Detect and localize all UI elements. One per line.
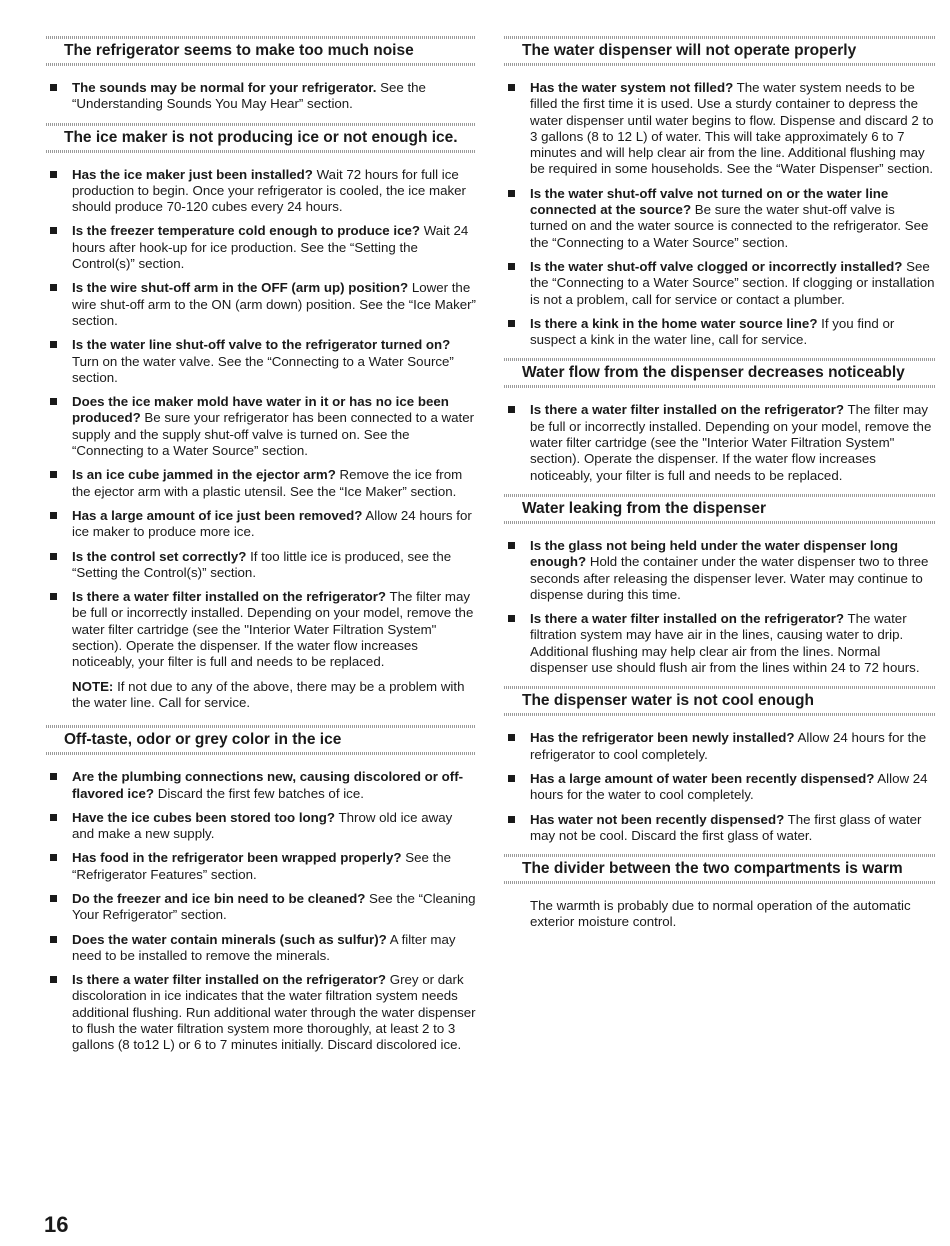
item-list [46, 769, 476, 1053]
bullet-icon [508, 615, 515, 622]
bullet-icon [50, 284, 57, 291]
question: Is there a water filter installed on the refrigerator? [530, 402, 845, 418]
answer: Throw old ice away and make a new supply. [72, 809, 453, 842]
section-noise [46, 34, 476, 113]
question: Has the water system not filled? [530, 80, 734, 95]
bullet-icon [508, 190, 515, 197]
answer: Be sure your refrigerator has been connected to a water supply and the supply shut-off valve is turned on. See the “Connecting to a Water Source” section. [72, 410, 475, 459]
answer: Remove the ice from the ejector arm with a plastic utensil. See the “Ice Maker” section. [72, 467, 463, 499]
list-item [504, 186, 936, 251]
bullet-icon [50, 854, 57, 861]
list-item [46, 810, 476, 843]
bullet-icon [50, 593, 57, 600]
answer: Allow 24 hours for the refrigerator to cool completely. [530, 730, 927, 762]
section-leaking [504, 492, 936, 676]
question: Have the ice cubes been stored too long? [72, 809, 336, 825]
item-list [504, 80, 936, 348]
list-item [46, 167, 476, 216]
bullet-icon [50, 398, 57, 405]
item-list [504, 538, 936, 676]
question: Is an ice cube jammed in the ejector arm? [72, 467, 336, 483]
list-item [504, 316, 936, 349]
answer: If too little ice is produced, see the “Setting the Control(s)” section. [72, 548, 452, 580]
section-heading: Off-taste, odor or grey color in the ice [46, 723, 476, 757]
answer: See the “Connecting to a Water Source” section. If clogging or installation is not a problem, call for service or contact a plumber. [530, 258, 935, 307]
list-item [46, 223, 476, 272]
bullet-icon [508, 406, 515, 413]
left-column [46, 34, 476, 1062]
list-item [46, 932, 476, 965]
answer: Discard the first few batches of ice. [154, 785, 364, 801]
question: Has a large amount of ice just been removed? [72, 507, 363, 523]
note [46, 679, 476, 712]
page-number: 16 [44, 1212, 69, 1237]
answer: Be sure the water shut-off valve is turned on and the water source is connected to the refrigerator. See the “Connecting to a Water Source” section. [530, 202, 929, 250]
question: Do the freezer and ice bin need to be cleaned? [72, 890, 366, 906]
question: Is the control set correctly? [72, 548, 247, 564]
bullet-icon [508, 320, 515, 327]
list-item [46, 467, 476, 500]
bullet-icon [508, 734, 515, 741]
section-not-cool [504, 684, 936, 844]
bullet-icon [50, 814, 57, 821]
section-heading: The dispenser water is not cool enough [504, 684, 936, 718]
list-item [46, 508, 476, 541]
answer: See the “Understanding Sounds You May Hear” section. [72, 80, 426, 112]
bullet-icon [508, 816, 515, 823]
list-item [504, 771, 936, 804]
section-divider [504, 852, 936, 931]
section-heading: The divider between the two compartments is warm [504, 852, 936, 886]
list-item [46, 394, 476, 459]
answer: The first glass of water may not be cool. Discard the first glass of water. [530, 811, 922, 843]
bullet-icon [508, 84, 515, 91]
bullet-icon [508, 542, 515, 549]
question: Is there a water filter installed on the refrigerator? [530, 611, 845, 627]
section-off-taste [46, 723, 476, 1053]
answer: If you find or suspect a kink in the water line, call for service. [530, 315, 895, 348]
question: Is the water line shut-off valve to the refrigerator turned on? [72, 337, 451, 353]
list-item [504, 730, 936, 763]
bullet-icon [508, 263, 515, 270]
question: Is there a kink in the home water source line? [530, 315, 818, 331]
question: Is the water shut-off valve not turned on or the water line connected at the source? [530, 185, 889, 218]
bullet-icon [50, 84, 57, 91]
list-item [46, 891, 476, 924]
answer: See the “Refrigerator Features” section. [72, 850, 452, 882]
item-list [46, 80, 476, 113]
item-list [504, 730, 936, 844]
section-dispenser [504, 34, 936, 348]
question: Has food in the refrigerator been wrapped properly? [72, 850, 402, 866]
bullet-icon [50, 553, 57, 560]
bullet-icon [50, 773, 57, 780]
answer: The filter may be full or incorrectly installed. Depending on your model, remove the water filter cartridge (see the "Interior Water Filtration System" section). Operate the dispenser. If the water flow increases noticeably, your filter is full and needs to be replaced. [72, 589, 474, 670]
answer: See the “Cleaning Your Refrigerator” section. [72, 890, 476, 923]
list-item [46, 589, 476, 670]
right-column [504, 34, 936, 931]
question: Does the ice maker mold have water in it or has no ice been produced? [72, 394, 449, 426]
bullet-icon [50, 227, 57, 234]
question: Is the freezer temperature cold enough to produce ice? [72, 223, 421, 239]
note-text: If not due to any of the above, there may be a problem with the water line. Call for service. [72, 678, 465, 710]
list-item [46, 549, 476, 582]
list-item [504, 611, 936, 676]
answer: Lower the wire shut-off arm to the ON (arm down) position. See the “Ice Maker” section. [72, 280, 476, 328]
answer: Turn on the water valve. See the “Connecting to a Water Source” section. [72, 353, 454, 385]
list-item [504, 259, 936, 308]
bullet-icon [50, 471, 57, 478]
answer: The water system needs to be filled the first time it is used. Use a sturdy container to depress the water dispenser until water begins to flow. Dispense and discard 2 to 3 gallons (8 to 12 L) of water. This will take approximately 6 to 7 minutes and will help clear air from the line. Additional flushing may be required in some households. See the “Water Dispenser” section. [530, 80, 934, 177]
bullet-icon [50, 976, 57, 983]
answer: Allow 24 hours for ice maker to produce more ice. [72, 507, 472, 540]
question: Is the wire shut-off arm in the OFF (arm up) position? [72, 280, 409, 296]
list-item [46, 337, 476, 386]
question: Is the water shut-off valve clogged or incorrectly installed? [530, 258, 903, 274]
question: Does the water contain minerals (such as sulfur)? [72, 931, 387, 947]
answer: Wait 72 hours for full ice production to begin. Once your refrigerator is cooled, the ice maker should produce 70-120 cubes every 24 hours. [72, 166, 466, 215]
answer: The filter may be full or incorrectly installed. Depending on your model, remove the water filter cartridge (see the "Interior Water Filtration System" section). Operate the dispenser. If the water flow increases noticeably, your filter is full and needs to be replaced. [530, 402, 932, 483]
list-item [46, 280, 476, 329]
question: Is there a water filter installed on the refrigerator? [72, 972, 387, 988]
bullet-icon [50, 895, 57, 902]
note-label: NOTE: [72, 678, 114, 694]
item-list [46, 167, 476, 671]
section-flow [504, 356, 936, 483]
question: Are the plumbing connections new, causing discolored or off-flavored ice? [72, 769, 464, 801]
list-item [504, 80, 936, 178]
section-heading: The ice maker is not producing ice or not enough ice. [46, 121, 476, 155]
question: Has water not been recently dispensed? [530, 811, 785, 827]
answer: Hold the container under the water dispenser two to three seconds after releasing the dispenser lever. Water may continue to dispense during this time. [530, 554, 929, 602]
bullet-icon [50, 512, 57, 519]
bullet-icon [508, 775, 515, 782]
list-item [504, 402, 936, 483]
bullet-icon [50, 171, 57, 178]
section-text: The warmth is probably due to normal operation of the automatic exterior moisture control. [530, 898, 911, 930]
question: Has the refrigerator been newly installed? [530, 730, 795, 746]
question: Has a large amount of water been recently dispensed? [530, 770, 875, 786]
section-heading: Water flow from the dispenser decreases noticeably [504, 356, 936, 390]
section-ice-maker [46, 121, 476, 712]
item-list [504, 402, 936, 483]
question: Is there a water filter installed on the refrigerator? [72, 589, 387, 605]
section-heading: Water leaking from the dispenser [504, 492, 936, 526]
bullet-icon [50, 341, 57, 348]
question: Has the ice maker just been installed? [72, 166, 313, 182]
section-heading: The water dispenser will not operate properly [504, 34, 936, 68]
list-item [46, 80, 476, 113]
answer: A filter may need to be installed to remove the minerals. [72, 931, 456, 963]
answer: Grey or dark discoloration in ice indicates that the water filtration system needs additional flushing. Run additional water through the water dispenser to flush the water filtration system more thoroughly, at least 2 to 3 gallons (8 to12 L) or 6 to 7 minutes initially. Discard discolored ice. [72, 972, 476, 1053]
bullet-icon [50, 936, 57, 943]
answer: Allow 24 hours for the water to cool completely. [530, 770, 928, 803]
section-heading: The refrigerator seems to make too much noise [46, 34, 476, 68]
list-item [504, 812, 936, 845]
question: Is the glass not being held under the water dispenser long enough? [530, 537, 898, 570]
list-item [46, 972, 476, 1053]
list-item [504, 538, 936, 603]
list-item [46, 769, 476, 802]
answer: Wait 24 hours after hook-up for ice production. See the “Setting the Control(s)” section. [72, 223, 469, 272]
list-item [46, 850, 476, 883]
answer: The water filtration system may have air in the lines, causing water to drip. Additional flushing may help clear air from the lines. Normal dispenser use should flush air from the lines within 24 to 72 hours. [530, 611, 920, 676]
question: The sounds may be normal for your refrigerator. [72, 80, 377, 95]
